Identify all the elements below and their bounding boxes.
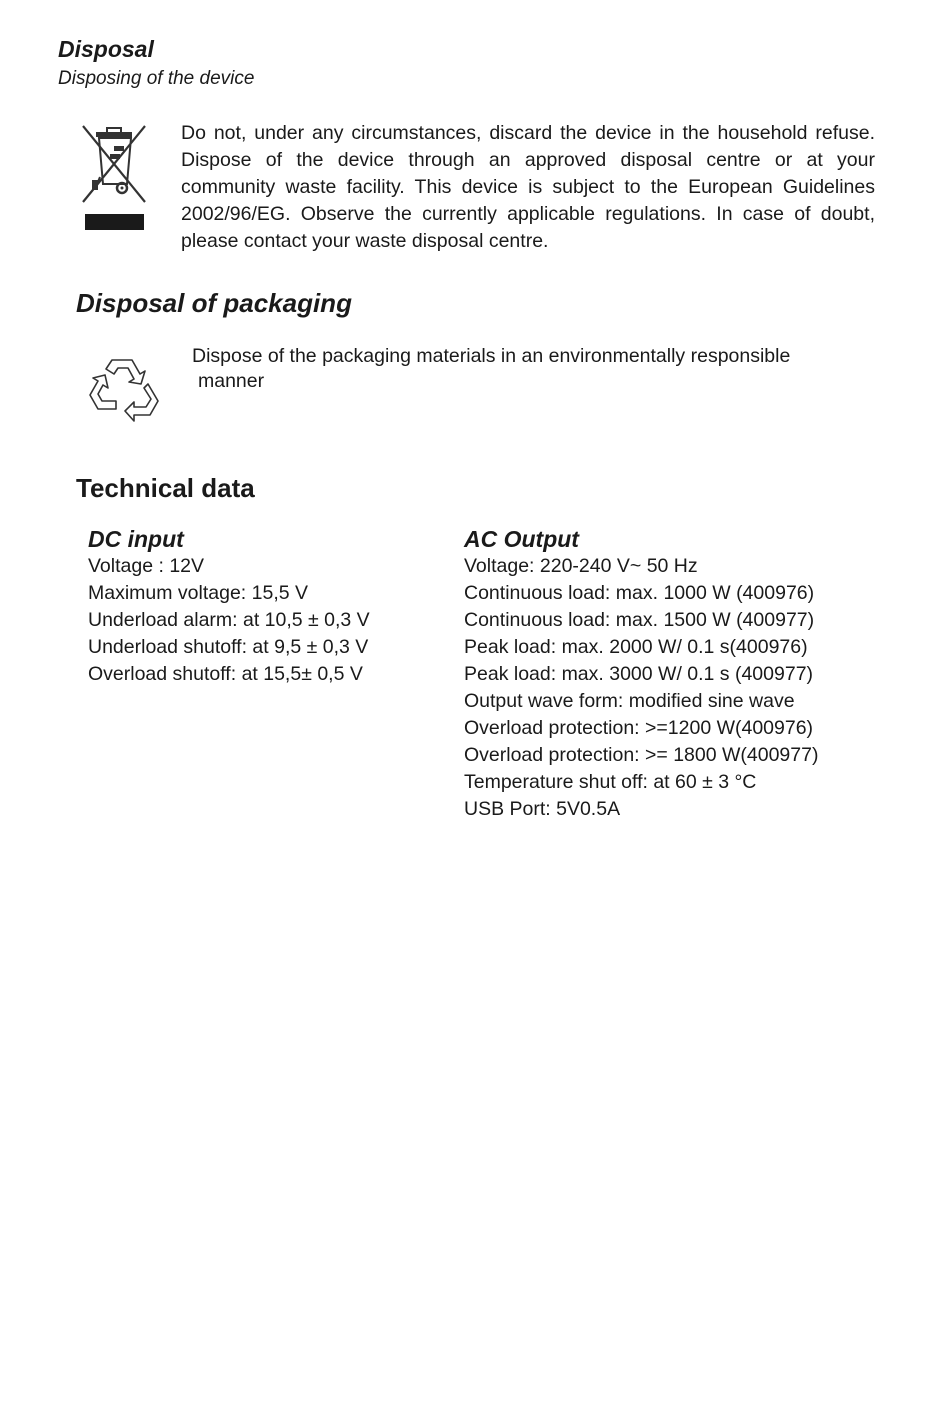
disposal-subheading: Disposing of the device bbox=[58, 68, 255, 89]
list-item: Voltage: 220-240 V~ 50 Hz bbox=[464, 555, 698, 577]
list-item: Peak load: max. 3000 W/ 0.1 s (400977) bbox=[464, 663, 814, 685]
packaging-heading: Disposal of packaging bbox=[76, 288, 352, 318]
crossed-out-bin-icon bbox=[80, 122, 148, 234]
list-item: USB Port: 5V0.5A bbox=[464, 798, 621, 820]
disposal-text: Do not, under any circumstances, discard the device in the household refuse. Dispose of the device through an approved disposal centre or at your community waste facility. This device is subject to the European Guidelines 2002/96/EG. Observe the currently applicable regulations. In case of doubt, please contact your waste disposal centre. bbox=[181, 122, 875, 252]
disposal-heading: Disposal bbox=[58, 36, 154, 62]
list-item: Continuous load: max. 1000 W (400976) bbox=[464, 582, 815, 604]
list-item: Maximum voltage: 15,5 V bbox=[88, 582, 309, 604]
packaging-text-line2: manner bbox=[198, 370, 265, 392]
recycle-icon bbox=[88, 354, 162, 424]
ac-output-list bbox=[464, 553, 818, 823]
list-item: Voltage : 12V bbox=[88, 555, 205, 577]
list-item: Temperature shut off: at 60 ± 3 °C bbox=[464, 771, 757, 793]
packaging-text bbox=[192, 344, 872, 394]
list-item: Underload shutoff: at 9,5 ± 0,3 V bbox=[88, 636, 369, 658]
ac-output-heading: AC Output bbox=[464, 526, 579, 552]
list-item: Overload protection: >= 1800 W(400977) bbox=[464, 744, 819, 766]
list-item: Output wave form: modified sine wave bbox=[464, 690, 795, 712]
packaging-text-line1: Dispose of the packaging materials in an environmentally responsible bbox=[192, 345, 791, 367]
list-item: Continuous load: max. 1500 W (400977) bbox=[464, 609, 815, 631]
dc-input-list bbox=[88, 553, 370, 688]
technical-heading: Technical data bbox=[76, 473, 255, 503]
list-item: Underload alarm: at 10,5 ± 0,3 V bbox=[88, 609, 370, 631]
list-item: Overload protection: >=1200 W(400976) bbox=[464, 717, 814, 739]
dc-input-heading: DC input bbox=[88, 526, 184, 552]
list-item: Overload shutoff: at 15,5± 0,5 V bbox=[88, 663, 363, 685]
list-item: Peak load: max. 2000 W/ 0.1 s(400976) bbox=[464, 636, 808, 658]
